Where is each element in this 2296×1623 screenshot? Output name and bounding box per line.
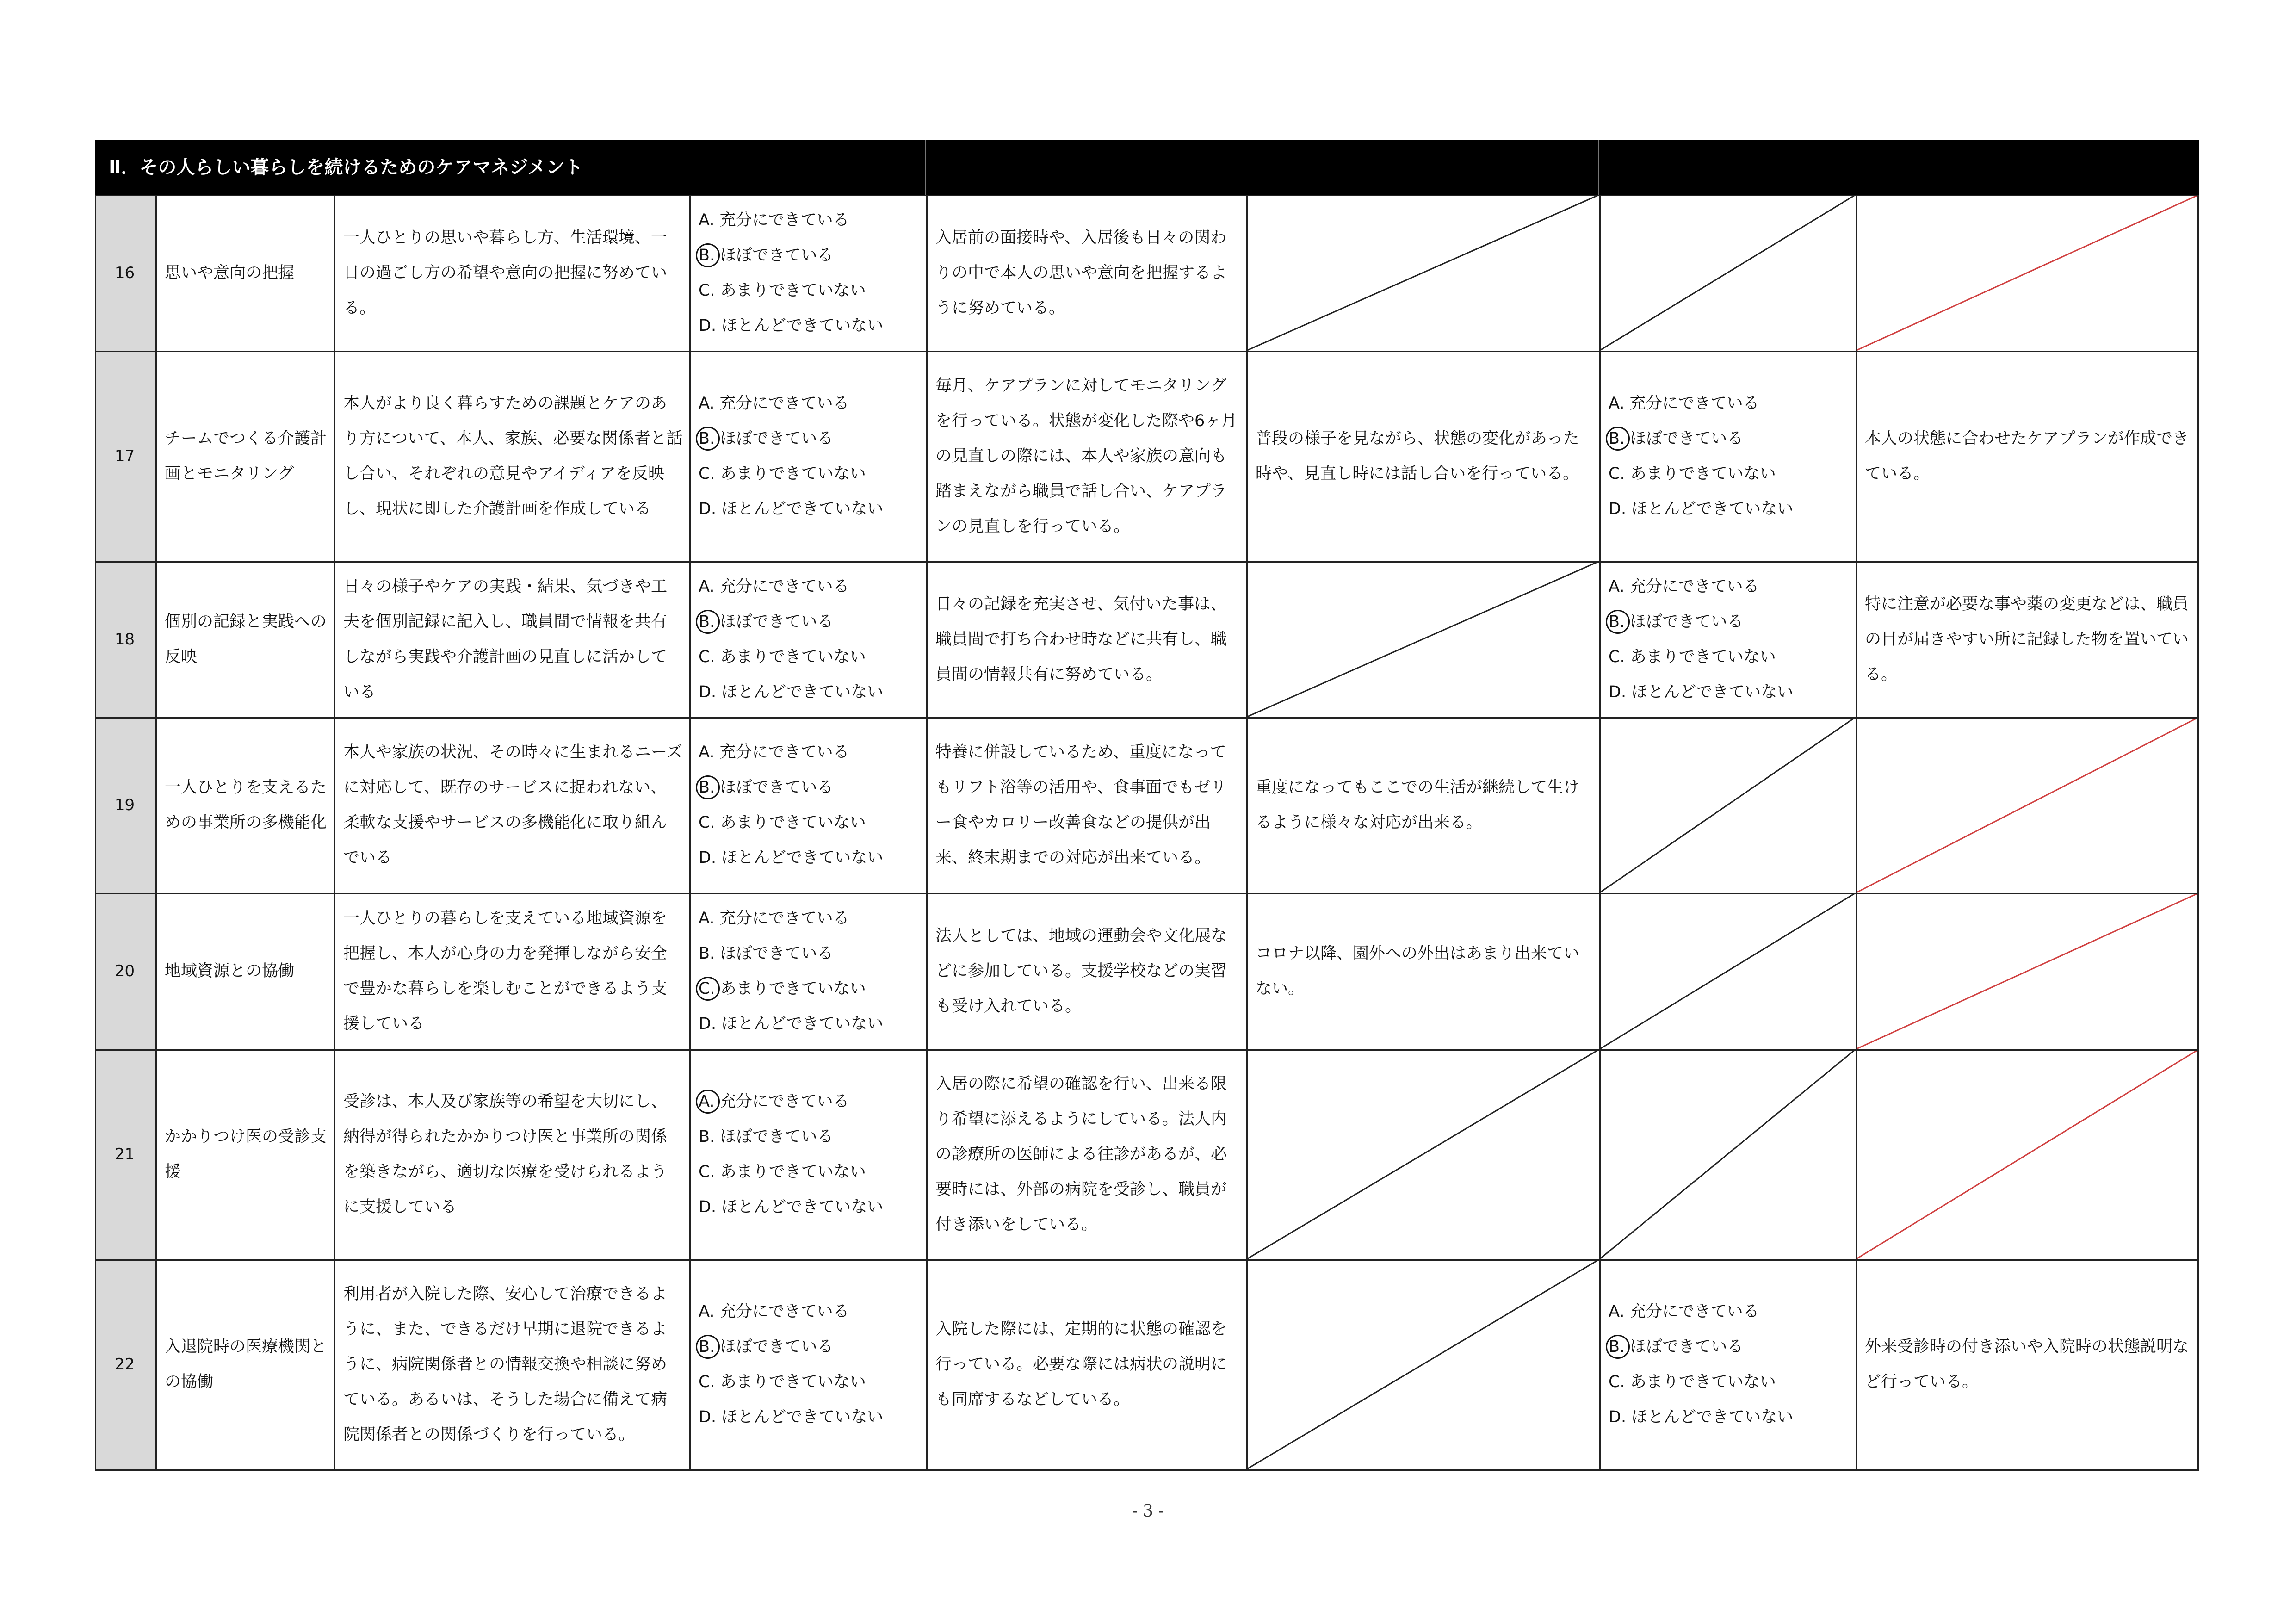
rating-option: C. あまりできていない	[699, 813, 866, 832]
item-number: 21	[114, 1145, 135, 1164]
selected-circle-mark	[696, 775, 720, 799]
item-number-cell	[95, 1259, 155, 1469]
rating-option: D. ほとんどできていない	[1609, 682, 1794, 701]
item-description-text: 本人や家族の状況、その時々に生まれるニーズに対応して、既存のサービスに捉われない、柔軟な支援やサービスの多機能化に取り組んでいる	[343, 743, 683, 867]
external-comment-text: 重度になってもここでの生活が継続して生けるように様々な対応が出来る。	[1256, 778, 1580, 832]
diagonal-strike	[1246, 561, 1599, 717]
rating-options	[699, 569, 923, 710]
rating-option: D. ほとんどできていない	[699, 316, 884, 335]
item-number: 19	[114, 796, 135, 814]
self-practice-status	[926, 561, 1246, 717]
item-description	[334, 1049, 689, 1259]
item-number-cell	[95, 1049, 155, 1259]
diagonal-line	[1856, 893, 2199, 1049]
item-name	[155, 195, 334, 351]
item-name-text: チームでつくる介護計画とモニタリング	[165, 429, 327, 483]
item-description	[334, 1259, 689, 1469]
selected-circle-mark	[1606, 1335, 1630, 1359]
rating-option: B. ほぼできている	[1609, 421, 1853, 456]
self-evaluation-rating	[689, 1259, 926, 1469]
item-name-text: 個別の記録と実践への反映	[165, 612, 327, 666]
item-number-cell	[95, 351, 155, 561]
external-rating	[1599, 1259, 1856, 1469]
rating-option: C. あまりできていない	[699, 281, 866, 300]
rating-option: D. ほとんどできていない	[1609, 1408, 1794, 1426]
rating-option: B. ほぼできている	[699, 770, 923, 805]
diagonal-strike	[1599, 195, 1856, 351]
rating-options	[1609, 1294, 1853, 1435]
item-description	[334, 195, 689, 351]
selected-circle-mark	[1606, 610, 1630, 634]
rating-option: C. あまりできていない	[699, 464, 866, 483]
rating-option: C. あまりできていない	[1609, 464, 1776, 483]
diagonal-strike	[1856, 717, 2199, 893]
item-number: 18	[114, 630, 135, 649]
header-divider	[1598, 140, 1599, 195]
rating-option: D. ほとんどできていない	[699, 682, 884, 701]
rating-option: A. 充分にできている	[699, 1302, 849, 1321]
rating-options	[699, 1294, 923, 1435]
self-practice-status-text: 入居前の面接時や、入居後も日々の関わりの中で本人の思いや意向を把握するように努めている。	[935, 228, 1227, 317]
rating-option: D. ほとんどできていない	[1609, 499, 1794, 518]
self-evaluation-rating	[689, 893, 926, 1049]
rating-option: C. あまりできていない	[1609, 647, 1776, 666]
rating-option: D. ほとんどできていない	[699, 1198, 884, 1216]
table-horizontal-rule	[95, 195, 2199, 196]
diagonal-line	[1246, 195, 1599, 351]
item-description-text: 一人ひとりの思いや暮らし方、生活環境、一日の過ごし方の希望や意向の把握に努めている。	[343, 228, 668, 317]
selected-circle-mark	[696, 610, 720, 634]
rating-options	[699, 735, 923, 875]
item-name-text: 入退院時の医療機関との協働	[165, 1338, 327, 1391]
external-comment	[1246, 717, 1599, 893]
item-number-cell	[95, 893, 155, 1049]
diagonal-strike	[1856, 893, 2199, 1049]
rating-option: A. 充分にできている	[1609, 1302, 1759, 1321]
diagonal-strike	[1599, 1049, 1856, 1259]
rating-option: A. 充分にできている	[699, 211, 849, 229]
item-description-text: 本人がより良く暮らすための課題とケアのあり方について、本人、家族、必要な関係者と話し合い、それぞれの意見やアイディアを反映し、現状に即した介護計画を作成している	[343, 394, 683, 518]
rating-option: D. ほとんどできていない	[699, 1408, 884, 1426]
item-name	[155, 717, 334, 893]
selected-circle-mark	[1606, 427, 1630, 451]
item-name-text: 地域資源との協働	[165, 962, 295, 980]
rating-option: B. ほぼできている	[699, 944, 834, 963]
rating-options	[699, 1084, 923, 1225]
evaluator-comment-text: 特に注意が必要な事や薬の変更などは、職員の目が届きやすい所に記録した物を置いている。	[1865, 595, 2189, 684]
table-vertical-rule	[1246, 195, 1248, 1471]
item-name-text: 一人ひとりを支えるための事業所の多機能化	[165, 778, 327, 832]
table-horizontal-rule	[95, 1049, 2199, 1051]
self-practice-status-text: 入居の際に希望の確認を行い、出来る限り希望に添えるようにしている。法人内の診療所の医師による往診があるが、必要時には、外部の病院を受診し、職員が付き添いをしている。	[935, 1075, 1227, 1234]
self-evaluation-rating	[689, 195, 926, 351]
item-name	[155, 351, 334, 561]
rating-option: C. あまりできていない	[699, 1373, 866, 1391]
item-description	[334, 351, 689, 561]
item-name-text: 思いや意向の把握	[165, 263, 295, 282]
rating-option: A. 充分にできている	[1609, 577, 1759, 596]
evaluator-comment	[1856, 351, 2199, 561]
rating-option: C. あまりできていない	[699, 647, 866, 666]
rating-option: D. ほとんどできていない	[699, 849, 884, 867]
item-number: 20	[114, 962, 135, 980]
rating-option: A. 充分にできている	[699, 743, 849, 762]
rating-option: C. あまりできていない	[699, 971, 923, 1006]
external-comment-empty	[1246, 1049, 1599, 1259]
rating-option: D. ほとんどできていない	[699, 499, 884, 518]
diagonal-line	[1599, 195, 1856, 351]
rating-option: D. ほとんどできていない	[699, 1015, 884, 1033]
item-number: 22	[114, 1355, 135, 1374]
table-vertical-rule	[1599, 195, 1601, 1471]
evaluator-comment-empty	[1856, 1049, 2199, 1259]
self-practice-status	[926, 351, 1246, 561]
item-number-cell	[95, 195, 155, 351]
diagonal-line	[1856, 1049, 2199, 1259]
external-rating-empty	[1599, 717, 1856, 893]
external-rating	[1599, 561, 1856, 717]
item-description-text: 一人ひとりの暮らしを支えている地域資源を把握し、本人が心身の力を発揮しながら安全で豊かな暮らしを楽しむことができるよう支援している	[343, 909, 668, 1033]
diagonal-line	[1246, 1049, 1599, 1259]
diagonal-strike	[1246, 1049, 1599, 1259]
item-description-text: 利用者が入院した際、安心して治療できるように、また、できるだけ早期に退院できるように、病院関係者との情報交換や相談に努めている。あるいは、そうした場合に備えて病院関係者との関係づくりを行っている。	[343, 1285, 668, 1444]
self-practice-status-text: 入院した際には、定期的に状態の確認を行っている。必要な際には病状の説明にも同席するなどしている。	[935, 1320, 1227, 1409]
self-practice-status	[926, 1049, 1246, 1259]
item-description-text: 受診は、本人及び家族等の希望を大切にし、納得が得られたかかりつけ医と事業所の関係を築きながら、適切な医療を受けられるように支援している	[343, 1092, 668, 1216]
evaluator-comment	[1856, 1259, 2199, 1469]
table-vertical-rule	[155, 195, 157, 1471]
self-practice-status-text: 日々の記録を充実させ、気付いた事は、職員間で打ち合わせ時などに共有し、職員間の情報共有に努めている。	[935, 595, 1227, 684]
item-number-cell	[95, 717, 155, 893]
item-number: 16	[114, 263, 135, 282]
evaluator-comment-text: 外来受診時の付き添いや入院時の状態説明など行っている。	[1865, 1338, 2189, 1391]
self-practice-status	[926, 1259, 1246, 1469]
diagonal-line	[1856, 195, 2199, 351]
evaluator-comment-empty	[1856, 195, 2199, 351]
rating-options	[1609, 569, 1853, 710]
external-comment-empty	[1246, 561, 1599, 717]
self-practice-status	[926, 893, 1246, 1049]
rating-options	[699, 203, 923, 343]
external-rating	[1599, 351, 1856, 561]
external-comment	[1246, 351, 1599, 561]
evaluator-comment-text: 本人の状態に合わせたケアプランが作成できている。	[1865, 429, 2189, 483]
table-horizontal-rule	[95, 1259, 2199, 1261]
selected-circle-mark	[696, 1090, 720, 1114]
table-row	[95, 195, 2199, 351]
rating-options	[699, 901, 923, 1041]
external-rating-empty	[1599, 195, 1856, 351]
table-vertical-rule	[334, 195, 335, 1471]
rating-option: B. ほぼできている	[1609, 604, 1853, 639]
self-practice-status-text: 毎月、ケアプランに対してモニタリングを行っている。状態が変化した際や6ヶ月の見直しの際には、本人や家族の意向も踏まえながら職員で話し合い、ケアプランの見直しを行っている。	[935, 376, 1238, 536]
external-comment-empty	[1246, 1259, 1599, 1469]
table-horizontal-rule	[95, 717, 2199, 719]
rating-option: B. ほぼできている	[699, 1329, 923, 1364]
self-evaluation-rating	[689, 561, 926, 717]
rating-option: B. ほぼできている	[699, 421, 923, 456]
diagonal-line	[1856, 717, 2199, 893]
selected-circle-mark	[696, 1335, 720, 1359]
diagonal-line	[1599, 1049, 1856, 1259]
self-evaluation-rating	[689, 1049, 926, 1259]
rating-option: A. 充分にできている	[699, 394, 849, 413]
rating-option: A. 充分にできている	[699, 909, 849, 928]
table-row	[95, 1049, 2199, 1259]
self-evaluation-rating	[689, 717, 926, 893]
item-description	[334, 561, 689, 717]
table-row	[95, 1259, 2199, 1469]
external-comment	[1246, 893, 1599, 1049]
table-vertical-rule	[1856, 195, 1857, 1471]
header-divider	[925, 140, 926, 195]
evaluator-comment-empty	[1856, 717, 2199, 893]
rating-option: A. 充分にできている	[699, 1084, 923, 1119]
item-name	[155, 893, 334, 1049]
item-description	[334, 717, 689, 893]
table-vertical-rule	[95, 195, 96, 1471]
section-header	[95, 140, 2199, 195]
diagonal-strike	[1856, 1049, 2199, 1259]
rating-option: C. あまりできていない	[699, 1163, 866, 1181]
table-horizontal-rule	[95, 1469, 2199, 1471]
evaluator-comment	[1856, 561, 2199, 717]
table-vertical-rule	[689, 195, 691, 1471]
diagonal-strike	[1599, 717, 1856, 893]
rating-options	[1609, 386, 1853, 527]
diagonal-strike	[1246, 195, 1599, 351]
item-name-text: かかりつけ医の受診支援	[165, 1127, 327, 1181]
rating-option: B. ほぼできている	[699, 604, 923, 639]
self-practice-status-text: 法人としては、地域の運動会や文化展などに参加している。支援学校などの実習も受け入れている。	[935, 927, 1227, 1016]
page-number: - 3 -	[1132, 1502, 1164, 1521]
rating-options	[699, 386, 923, 527]
self-practice-status-text: 特養に併設しているため、重度になってもリフト浴等の活用や、食事面でもゼリー食やカロリー改善食などの提供が出来、終末期までの対応が出来ている。	[935, 743, 1227, 867]
selected-circle-mark	[696, 977, 720, 1001]
self-practice-status	[926, 195, 1246, 351]
rating-option: C. あまりできていない	[1609, 1373, 1776, 1391]
rating-option: A. 充分にできている	[699, 577, 849, 596]
external-comment-text: コロナ以降、園外への外出はあまり出来ていない。	[1256, 944, 1580, 998]
item-description-text: 日々の様子やケアの実践・結果、気づきや工夫を個別記録に記入し、職員間で情報を共有しながら実践や介護計画の見直しに活かしている	[343, 577, 668, 701]
section-title: Ⅱ．その人らしい暮らしを続けるためのケアマネジメント	[109, 157, 583, 178]
diagonal-strike	[1599, 893, 1856, 1049]
external-rating-empty	[1599, 893, 1856, 1049]
diagonal-strike	[1246, 1259, 1599, 1469]
item-name	[155, 1049, 334, 1259]
table-horizontal-rule	[95, 561, 2199, 563]
self-practice-status	[926, 717, 1246, 893]
rating-option: B. ほぼできている	[699, 238, 923, 273]
rating-option: B. ほぼできている	[1609, 1329, 1853, 1364]
item-name	[155, 1259, 334, 1469]
self-evaluation-rating	[689, 351, 926, 561]
selected-circle-mark	[696, 427, 720, 451]
evaluator-comment-empty	[1856, 893, 2199, 1049]
rating-option: A. 充分にできている	[1609, 394, 1759, 413]
diagonal-line	[1246, 1259, 1599, 1469]
table-row	[95, 717, 2199, 893]
selected-circle-mark	[696, 243, 720, 267]
external-comment-empty	[1246, 195, 1599, 351]
table-vertical-rule	[926, 195, 928, 1471]
item-description	[334, 893, 689, 1049]
external-comment-text: 普段の様子を見ながら、状態の変化があった時や、見直し時には話し合いを行っている。	[1256, 429, 1579, 483]
item-name	[155, 561, 334, 717]
table-horizontal-rule	[95, 893, 2199, 894]
item-number: 17	[114, 446, 135, 465]
item-number-cell	[95, 561, 155, 717]
table-row	[95, 893, 2199, 1049]
table-row	[95, 351, 2199, 561]
diagonal-line	[1599, 893, 1856, 1049]
diagonal-line	[1246, 561, 1599, 717]
table-horizontal-rule	[95, 351, 2199, 352]
diagonal-line	[1599, 717, 1856, 893]
table-row	[95, 561, 2199, 717]
table-vertical-rule	[2197, 195, 2199, 1471]
diagonal-strike	[1856, 195, 2199, 351]
external-rating-empty	[1599, 1049, 1856, 1259]
rating-option: B. ほぼできている	[699, 1127, 834, 1146]
